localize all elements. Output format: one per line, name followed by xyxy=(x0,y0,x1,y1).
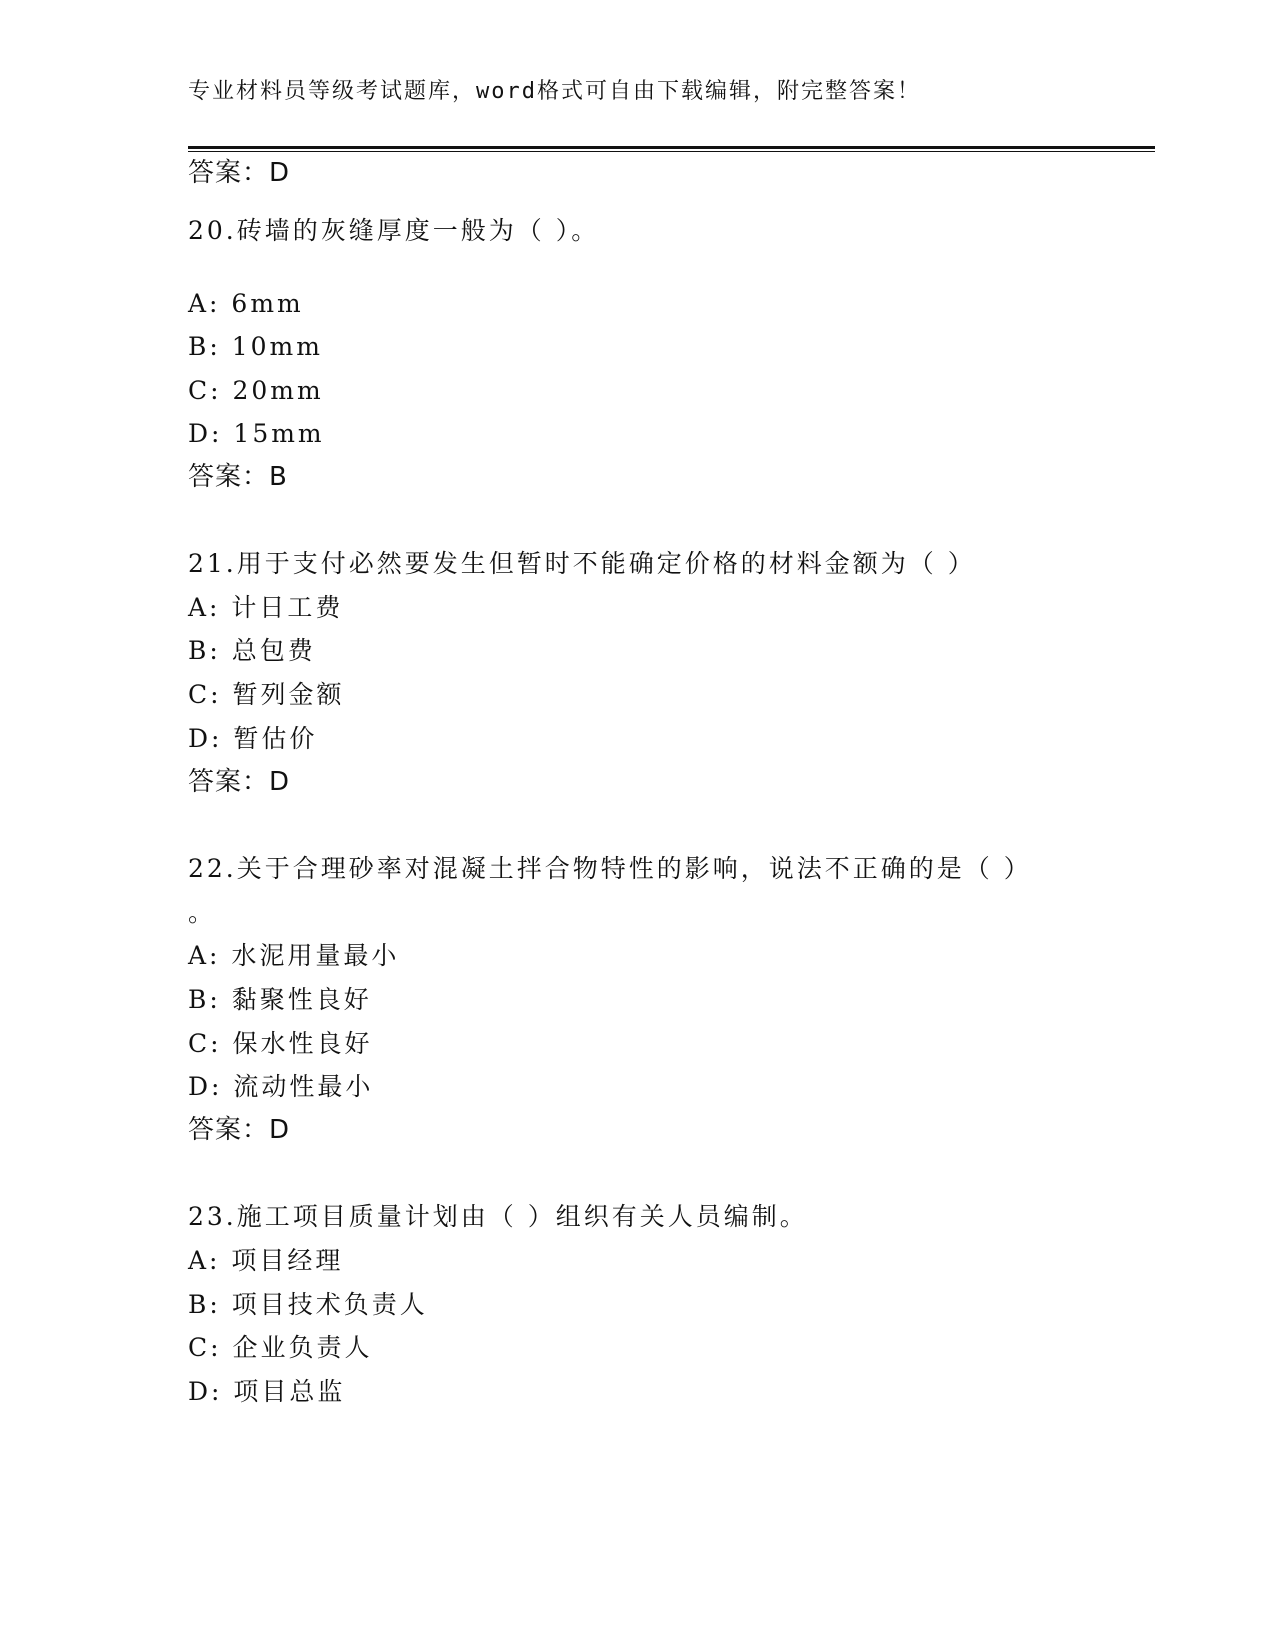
question-stem: 22.关于合理砂率对混凝土拌合物特性的影响，说法不正确的是（ ） xyxy=(188,854,1032,883)
header-rule-thin xyxy=(188,151,1155,152)
option-d: D: 15mm xyxy=(188,419,325,448)
question-stem: 20.砖墙的灰缝厚度一般为（ ）。 xyxy=(188,216,600,245)
question-stem: 23.施工项目质量计划由（ ）组织有关人员编制。 xyxy=(188,1202,808,1231)
question-stem-continuation: 。 xyxy=(188,898,217,927)
option-c: C: 保水性良好 xyxy=(188,1029,373,1058)
option-a: A: 计日工费 xyxy=(188,593,344,622)
option-c: C: 20mm xyxy=(188,376,324,405)
option-a: A: 项目经理 xyxy=(188,1246,344,1275)
option-d: D: 流动性最小 xyxy=(188,1072,374,1101)
answer-line: 答案：D xyxy=(188,767,291,797)
option-b: B: 项目技术负责人 xyxy=(188,1290,428,1319)
answer-line: 答案：B xyxy=(188,462,288,492)
answer-line: 答案：D xyxy=(188,158,291,188)
option-b: B: 10mm xyxy=(188,332,323,361)
option-b: B: 总包费 xyxy=(188,636,316,665)
option-a: A: 6mm xyxy=(188,289,304,318)
option-b: B: 黏聚性良好 xyxy=(188,985,372,1014)
question-stem: 21.用于支付必然要发生但暂时不能确定价格的材料金额为（ ） xyxy=(188,549,976,578)
answer-line: 答案：D xyxy=(188,1115,291,1145)
option-d: D: 暂估价 xyxy=(188,724,318,753)
option-a: A: 水泥用量最小 xyxy=(188,941,400,970)
header-rule xyxy=(188,146,1155,149)
option-c: C: 暂列金额 xyxy=(188,680,345,709)
option-c: C: 企业负责人 xyxy=(188,1333,373,1362)
option-d: D: 项目总监 xyxy=(188,1377,346,1406)
page-header: 专业材料员等级考试题库，word格式可自由下载编辑，附完整答案！ xyxy=(188,79,921,104)
